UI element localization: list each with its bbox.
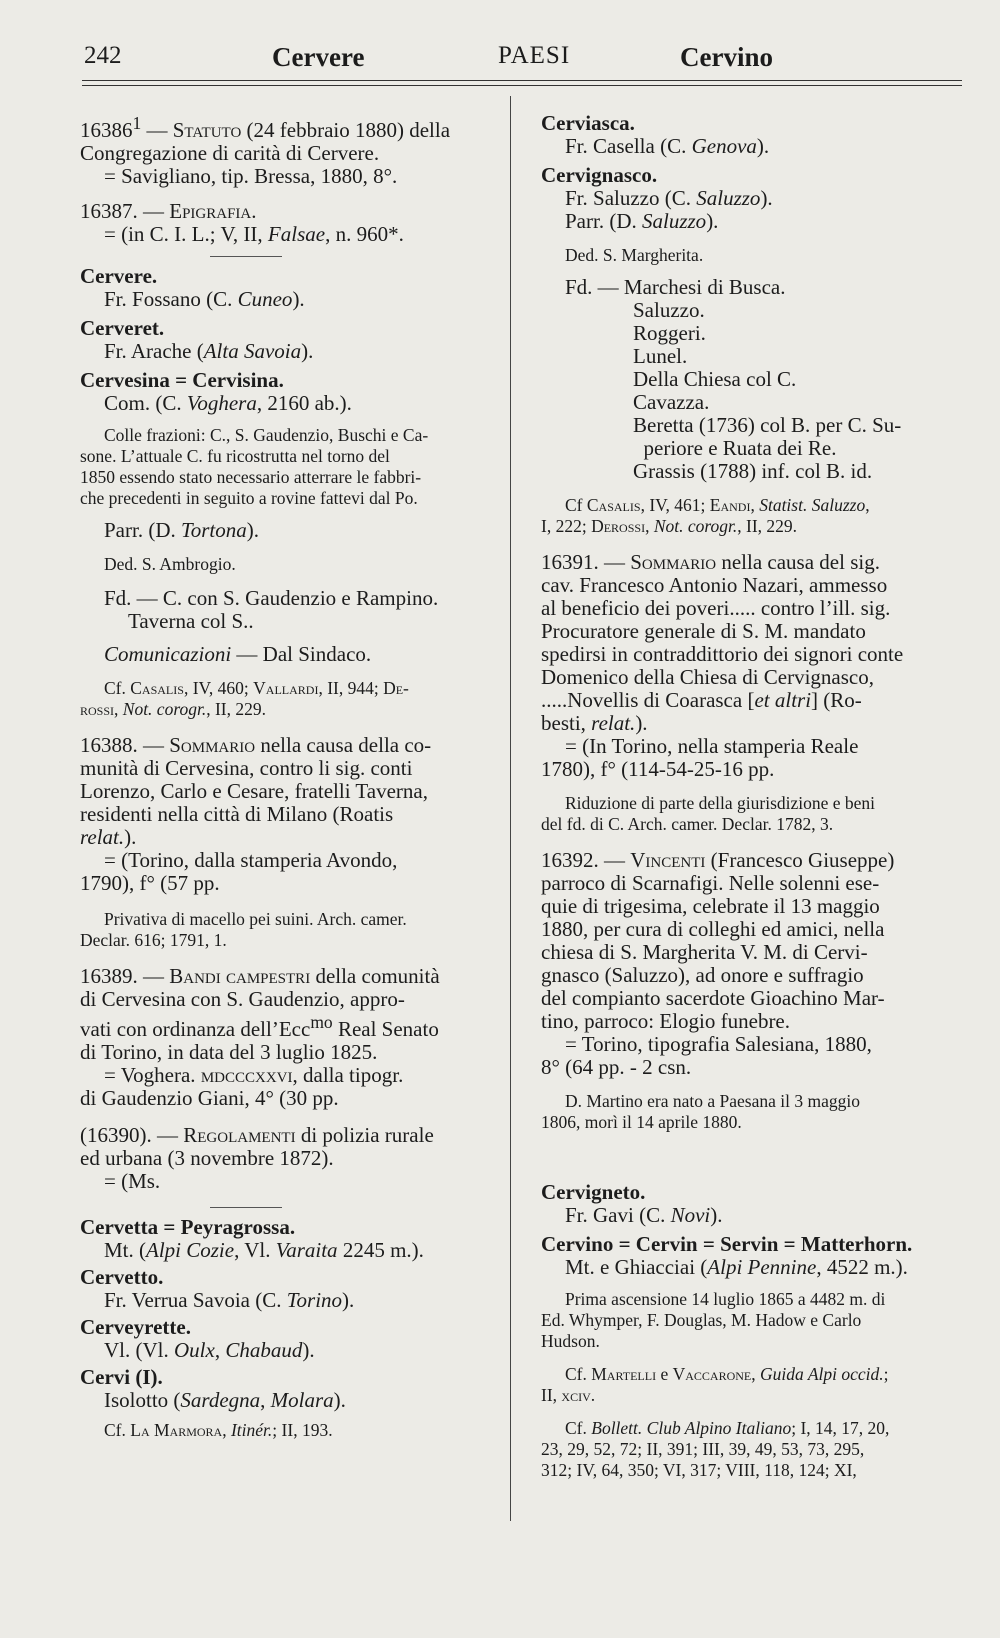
header-center-title: PAESI [498,42,571,69]
text-line: Prima ascensione 14 luglio 1865 a 4482 m. di [565,1289,886,1309]
text-line: Declar. 616; 1791, 1. [80,930,227,950]
section-separator [210,256,282,257]
catalog-entry [541,164,963,233]
text-line: Fr. Saluzzo (C. Saluzzo). [565,186,773,210]
text-line: Cf. Martelli e Vaccarone, Guida Alpi occid.; [565,1364,889,1384]
left-column [80,112,510,1441]
catalog-entry [541,793,963,835]
catalog-entry [80,369,510,415]
text-line: Cervesina = Cervisina. [80,368,284,392]
text-line: = (In Torino, nella stamperia Reale [565,734,859,758]
catalog-entry [541,551,963,781]
text-line: Cervere. [80,264,158,288]
text-line: = (Ms. [104,1169,161,1193]
text-line: Cf. Casalis, IV, 460; Vallardi, II, 944; De- [104,678,409,698]
catalog-entry [80,909,510,951]
text-line: 1806, morì il 14 aprile 1880. [541,1112,742,1132]
text-line: di Cervesina con S. Gaudenzio, appro- [80,987,405,1011]
text-line: chiesa di S. Margherita V. M. di Cervi- [541,940,868,964]
text-line: Cf Casalis, IV, 461; Eandi, Statist. Saluzzo, [565,495,870,515]
text-line: Cervetto. [80,1265,164,1289]
text-line: Hudson. [541,1331,600,1351]
text-line: = Torino, tipografia Salesiana, 1880, [565,1032,872,1056]
catalog-entry [80,1216,510,1262]
text-line: di Torino, in data del 3 luglio 1825. [80,1040,378,1064]
text-line: 312; IV, 64, 350; VI, 317; VIII, 118, 124; XI, [541,1460,857,1480]
text-line: Isolotto (Sardegna, Molara). [104,1388,346,1412]
page-number: 242 [84,42,122,69]
header-rule-bottom [82,85,962,86]
catalog-entry [80,1316,510,1362]
text-line: Cf. La Marmora, Itinér.; II, 193. [104,1420,333,1440]
text-line: Cervi (I). [80,1365,163,1389]
text-line: Cerviasca. [541,111,635,135]
text-line: del compianto sacerdote Gioachino Mar- [541,986,885,1010]
catalog-entry [80,734,510,895]
catalog-entry [80,265,510,311]
catalog-entry [541,112,963,158]
text-line: 1790), f° (57 pp. [80,871,220,895]
text-line: Roggeri. [633,321,706,345]
text-line: che precedenti in seguito a rovine fattevi dal Po. [80,488,418,508]
text-line: tino, parroco: Elogio funebre. [541,1009,791,1033]
column-divider [510,96,511,1521]
text-line: al beneficio dei poveri..... contro l’ill. sig. [541,596,891,620]
text-line: 1880, per cura di colleghi ed amici, nella [541,917,885,941]
text-line: parroco di Scarnafigi. Nelle solenni ese- [541,871,880,895]
text-line: Grassis (1788) inf. col B. id. [633,459,873,483]
text-line: munità di Cervesina, contro li sig. conti [80,756,413,780]
catalog-entry [80,554,510,575]
text-line: Fr. Casella (C. Genova). [565,134,770,158]
text-line: Beretta (1736) col B. per C. Su- [633,413,902,437]
catalog-entry [541,1364,963,1406]
text-line: Lunel. [633,344,688,368]
text-line: residenti nella città di Milano (Roatis [80,802,394,826]
text-line: Congregazione di carità di Cervere. [80,141,380,165]
text-line: = (in C. I. L.; V, II, Falsae, n. 960*. [104,222,404,246]
text-line: periore e Ruata dei Re. [633,436,837,460]
section-separator [210,1207,282,1208]
text-line: 16389. — Bandi campestri della comunità [80,964,440,988]
text-line: quie di trigesima, celebrate il 13 maggio [541,894,880,918]
text-line: .....Novellis di Coarasca [et altri] (Ro- [541,688,862,712]
catalog-entry [80,678,510,720]
text-line: gnasco (Saluzzo), ad onore e suffragio [541,963,864,987]
text-line: (16390). — Regolamenti di polizia rurale [80,1123,434,1147]
text-line: Della Chiesa col C. [633,367,797,391]
catalog-entry [541,849,963,1079]
text-line: Lorenzo, Carlo e Cesare, fratelli Taverna, [80,779,428,803]
text-line: Cavazza. [633,390,710,414]
text-line: Cerveret. [80,316,165,340]
text-line: Ded. S. Ambrogio. [104,554,236,574]
text-line: Procuratore generale di S. M. mandato [541,619,866,643]
catalog-entry [541,1418,963,1481]
text-line: Fd. — Marchesi di Busca. [565,275,786,299]
header-left-title: Cervere [272,42,365,72]
text-line: 16392. — Vincenti (Francesco Giuseppe) [541,848,895,872]
catalog-entry [541,1233,963,1279]
text-line: del fd. di C. Arch. camer. Declar. 1782, 3. [541,814,834,834]
text-line: I, 222; Derossi, Not. corogr., II, 229. [541,516,798,536]
catalog-entry [541,1181,963,1227]
catalog-entry [80,1366,510,1412]
catalog-entry [541,495,963,537]
catalog-entry [80,425,510,509]
catalog-entry [541,276,963,483]
text-line: rossi, Not. corogr., II, 229. [80,699,267,719]
right-column [538,112,963,1481]
header-right-title: Cervino [680,42,773,72]
text-line: Privativa di macello pei suini. Arch. camer. [104,909,407,929]
text-line: Vl. (Vl. Oulx, Chabaud). [104,1338,315,1362]
text-line: Taverna col S.. [128,609,254,633]
catalog-entry [80,587,510,633]
text-line: Cf. Bollett. Club Alpino Italiano; I, 14, 17, 20, [565,1418,890,1438]
text-line: Domenico della Chiesa di Cervignasco, [541,665,874,689]
catalog-entry [80,1420,510,1441]
text-line: 23, 29, 52, 72; II, 391; III, 39, 49, 53, 73, 295, [541,1439,865,1459]
text-line: Mt. e Ghiacciai (Alpi Pennine, 4522 m.). [565,1255,908,1279]
text-line: = Savigliano, tip. Bressa, 1880, 8°. [104,164,398,188]
text-line: Cervino = Cervin = Servin = Matterhorn. [541,1232,913,1256]
catalog-entry [80,643,510,666]
text-line: Parr. (D. Saluzzo). [565,209,719,233]
text-line: Comunicazioni — Dal Sindaco. [104,642,372,666]
text-line: besti, relat.). [541,711,648,735]
text-line: relat.). [80,825,137,849]
text-line: Ed. Whymper, F. Douglas, M. Hadow e Carlo [541,1310,862,1330]
catalog-entry [80,519,510,542]
text-line: = (Torino, dalla stamperia Avondo, [104,848,398,872]
text-line: Colle frazioni: C., S. Gaudenzio, Buschi e Ca- [104,425,429,445]
catalog-entry [541,1289,963,1352]
catalog-entry [541,1091,963,1133]
catalog-entry [80,965,510,1110]
text-line: Cervetta = Peyragrossa. [80,1215,296,1239]
text-line: D. Martino era nato a Paesana il 3 maggio [565,1091,860,1111]
catalog-entry [80,112,510,188]
text-line: Mt. (Alpi Cozie, Vl. Varaita 2245 m.). [104,1238,424,1262]
text-line: sone. L’attuale C. fu ricostrutta nel torno del [80,446,390,466]
text-line: di Gaudenzio Giani, 4° (30 pp. [80,1086,339,1110]
text-line: Fd. — C. con S. Gaudenzio e Rampino. [104,586,439,610]
text-line: Ded. S. Margherita. [565,245,704,265]
text-line: 8° (64 pp. - 2 csn. [541,1055,692,1079]
running-header [82,42,964,78]
text-line: 16386$^1$ — Statuto (24 febbraio 1880) della [80,113,451,142]
text-line: = Voghera. mdcccxxvi, dalla tipogr. [104,1063,404,1087]
text-line: Cervignasco. [541,163,658,187]
text-line: Fr. Fossano (C. Cuneo). [104,287,305,311]
text-line: 1850 essendo stato necessario atterrare le fabbri- [80,467,422,487]
header-rule-top [82,80,962,81]
catalog-entry [80,1266,510,1312]
text-line: Cervigneto. [541,1180,646,1204]
text-line: cav. Francesco Antonio Nazari, ammesso [541,573,888,597]
text-line: 16388. — Sommario nella causa della co- [80,733,432,757]
text-line: Riduzione di parte della giurisdizione e beni [565,793,876,813]
text-line: Com. (C. Voghera, 2160 ab.). [104,391,352,415]
text-line: 16387. — Epigrafia. [80,199,257,223]
text-line: vati con ordinanza dell’Ecc$^{mo}$ Real Senato [80,1012,439,1041]
text-line: 16391. — Sommario nella causa del sig. [541,550,880,574]
text-line: Fr. Gavi (C. Novi). [565,1203,723,1227]
text-line: Fr. Verrua Savoia (C. Torino). [104,1288,355,1312]
text-line: Cerveyrette. [80,1315,191,1339]
text-line: Fr. Arache (Alta Savoia). [104,339,314,363]
text-line: II, xciv. [541,1385,596,1405]
text-line: spedirsi in contraddittorio dei signori conte [541,642,904,666]
catalog-entry [80,200,510,246]
text-line: Parr. (D. Tortona). [104,518,260,542]
text-line: ed urbana (3 novembre 1872). [80,1146,334,1170]
text-line: 1780), f° (114-54-25-16 pp. [541,757,775,781]
text-line: Saluzzo. [633,298,705,322]
catalog-entry [80,1124,510,1193]
catalog-entry [80,317,510,363]
catalog-entry [541,245,963,266]
